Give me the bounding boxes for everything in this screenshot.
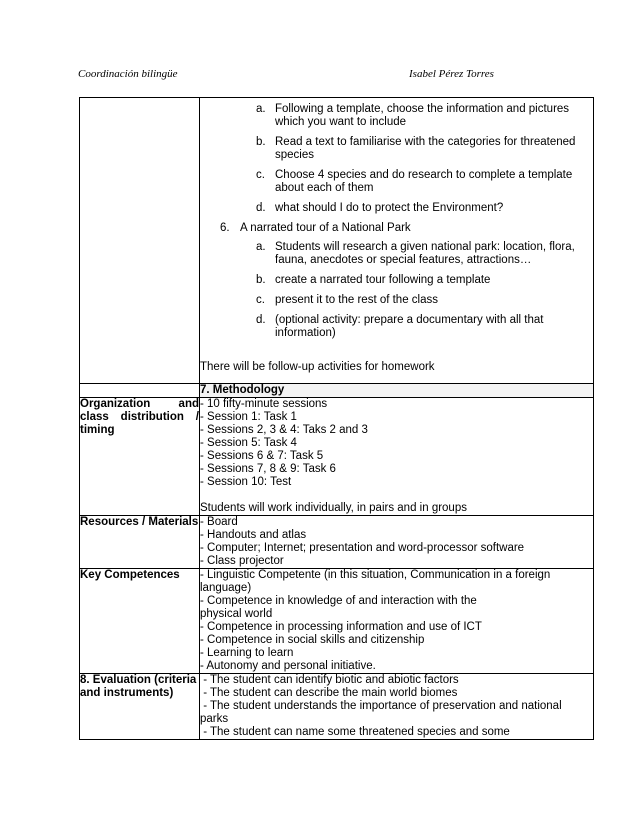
resources-label: Resources / Materials: [80, 516, 200, 569]
text-line: - The student can describe the main world biomes: [200, 687, 458, 699]
text-line: - Sessions 7, 8 & 9: Task 6: [200, 463, 336, 475]
resources-row: [80, 516, 594, 569]
task6-subitems: [200, 241, 593, 340]
list-item: c. present it to the rest of the class: [256, 294, 438, 306]
text-line: - Handouts and atlas: [200, 529, 307, 541]
text-line: - 10 fifty-minute sessions: [200, 398, 328, 410]
text-line: - Competence in knowledge of and interaction with the: [200, 595, 477, 607]
header-right: Isabel Pérez Torres: [409, 68, 494, 80]
text-line: - Computer; Internet; presentation and word-processor software: [200, 542, 525, 554]
text-line: - Competence in processing information and use of ICT: [200, 621, 482, 633]
methodology-heading: 7. Methodology: [200, 384, 594, 398]
text-line: - The student can identify biotic and abiotic factors: [200, 674, 459, 686]
methodology-label: Organization and class distribution / timing: [80, 398, 200, 516]
text-line: - Class projector: [200, 555, 284, 567]
list-item: a. Students will research a given national park: location, flora, fauna, anecdotes or special features, attractions…: [256, 241, 575, 266]
list-item: b. Read a text to familiarise with the categories for threatened species: [256, 136, 576, 161]
evaluation-label: 8. Evaluation (criteria and instruments): [80, 674, 200, 740]
evaluation-content: [200, 674, 594, 740]
text-line: - Sessions 6 & 7: Task 5: [200, 450, 324, 462]
text-line: - Competence in social skills and citizenship: [200, 634, 425, 646]
text-line: - Session 1: Task 1: [200, 411, 297, 423]
task5-subitems: [200, 103, 593, 215]
task6-item: 6. A narrated tour of a National Park: [220, 222, 411, 234]
text-line: - Session 10: Test: [200, 476, 292, 488]
text-line: physical world: [200, 608, 273, 620]
competences-content: [200, 569, 594, 674]
text-line: - Sessions 2, 3 & 4: Taks 2 and 3: [200, 424, 368, 436]
text-line: - Session 5: Task 4: [200, 437, 297, 449]
list-item: c. Choose 4 species and do research to complete a template about each of them: [256, 169, 573, 194]
competences-row: [80, 569, 594, 674]
text-line: parks: [200, 713, 229, 725]
list-item: b. create a narrated tour following a template: [256, 274, 491, 286]
lesson-plan-table: [79, 97, 594, 740]
text-line: - Learning to learn: [200, 647, 294, 659]
text-line: - Autonomy and personal initiative.: [200, 660, 376, 672]
homework-note: There will be follow-up activities for homework: [200, 361, 435, 373]
text-line: - The student understands the importance of preservation and national: [200, 700, 562, 712]
text-line: - Board: [200, 516, 238, 528]
text-line: language): [200, 582, 252, 594]
list-item: d. what should I do to protect the Environment?: [256, 202, 504, 214]
methodology-heading-row: [80, 384, 594, 398]
text-line: - The student can name some threatened species and some: [200, 726, 510, 738]
activities-label-cell: [80, 98, 200, 384]
evaluation-row: [80, 674, 594, 740]
text-line: - Linguistic Competente (in this situation, Communication in a foreign: [200, 569, 551, 581]
methodology-row: [80, 398, 594, 516]
text-line: Students will work individually, in pairs and in groups: [200, 502, 467, 514]
list-item: d. (optional activity: prepare a documentary with all that information): [256, 314, 544, 339]
methodology-content: [200, 398, 594, 516]
activities-row: [80, 98, 594, 384]
resources-content: [200, 516, 594, 569]
list-item: a. Following a template, choose the information and pictures which you want to include: [256, 103, 570, 128]
header-left: Coordinación bilingüe: [78, 68, 178, 80]
competences-label: Key Competences: [80, 569, 200, 674]
methodology-heading-label-cell: [80, 384, 200, 398]
activities-cell: [200, 98, 594, 384]
